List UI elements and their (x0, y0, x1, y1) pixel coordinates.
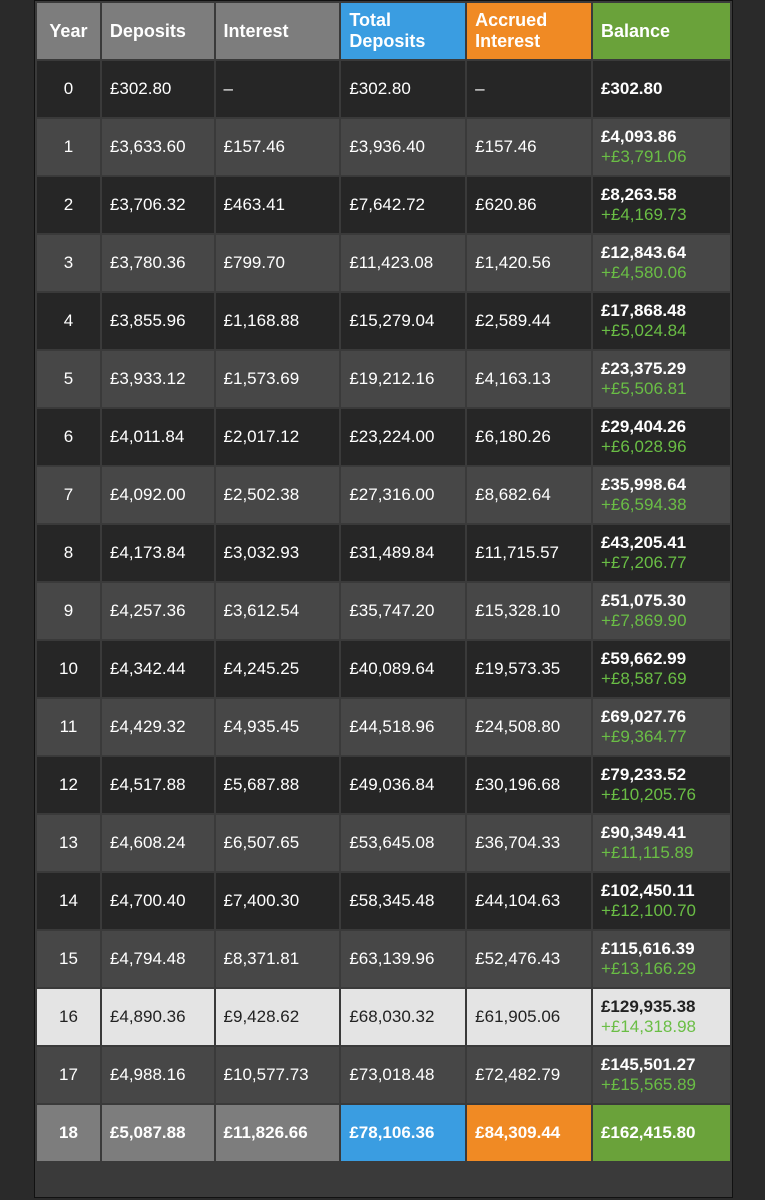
cell-deposits: £4,342.44 (102, 641, 214, 697)
cell-year: 8 (37, 525, 100, 581)
cell-total-deposits: £49,036.84 (341, 757, 465, 813)
cell-total-deposits: £11,423.08 (341, 235, 465, 291)
cell-balance (593, 641, 730, 697)
balance-change: +£15,565.89 (600, 1075, 696, 1094)
cell-interest: £799.70 (216, 235, 340, 291)
cell-accrued-interest: £19,573.35 (467, 641, 591, 697)
cell-interest: £10,577.73 (216, 1047, 340, 1103)
cell-interest: £463.41 (216, 177, 340, 233)
cell-accrued-interest: £8,682.64 (467, 467, 591, 523)
cell-accrued-interest: £4,163.13 (467, 351, 591, 407)
balance-change: +£8,587.69 (600, 669, 687, 688)
cell-total-deposits: £31,489.84 (341, 525, 465, 581)
total-deposits-cell: £5,087.88 (102, 1105, 214, 1161)
cell-total-deposits: £15,279.04 (341, 293, 465, 349)
header-total-deposits: Total Deposits (341, 3, 465, 59)
cell-balance (593, 293, 730, 349)
cell-balance (593, 757, 730, 813)
cell-deposits: £4,988.16 (102, 1047, 214, 1103)
cell-accrued-interest: £157.46 (467, 119, 591, 175)
table-row (37, 583, 730, 639)
cell-balance (593, 467, 730, 523)
cell-deposits: £3,780.36 (102, 235, 214, 291)
cell-accrued-interest: £11,715.57 (467, 525, 591, 581)
balance-amount: £115,616.39 (600, 939, 695, 958)
cell-deposits: £4,011.84 (102, 409, 214, 465)
cell-total-deposits: £35,747.20 (341, 583, 465, 639)
cell-interest: £7,400.30 (216, 873, 340, 929)
balance-amount: £12,843.64 (600, 243, 687, 262)
cell-balance (593, 873, 730, 929)
cell-year: 15 (37, 931, 100, 987)
cell-accrued-interest: £61,905.06 (467, 989, 591, 1045)
balance-amount: £23,375.29 (600, 359, 687, 378)
table-row (37, 119, 730, 175)
table-row (37, 757, 730, 813)
balance-amount: £4,093.86 (600, 127, 677, 146)
total-balance-cell: £162,415.80 (593, 1105, 730, 1161)
savings-growth-table (35, 1, 732, 1163)
cell-total-deposits: £40,089.64 (341, 641, 465, 697)
balance-change: +£12,100.70 (600, 901, 696, 920)
balance-change: +£13,166.29 (600, 959, 696, 978)
balance-amount: £145,501.27 (600, 1055, 696, 1074)
table-row (37, 1047, 730, 1103)
cell-total-deposits: £3,936.40 (341, 119, 465, 175)
cell-deposits: £3,933.12 (102, 351, 214, 407)
cell-total-deposits: £68,030.32 (341, 989, 465, 1045)
balance-change: +£11,115.89 (600, 843, 694, 862)
table-row (37, 931, 730, 987)
header-deposits: Deposits (102, 3, 214, 59)
cell-deposits: £4,890.36 (102, 989, 214, 1045)
cell-interest: £1,168.88 (216, 293, 340, 349)
header-year: Year (37, 3, 100, 59)
cell-year: 13 (37, 815, 100, 871)
cell-balance (593, 177, 730, 233)
cell-accrued-interest: £6,180.26 (467, 409, 591, 465)
cell-year: 2 (37, 177, 100, 233)
table-total-row (37, 1105, 730, 1161)
balance-amount: £35,998.64 (600, 475, 687, 494)
balance-amount: £29,404.26 (600, 417, 687, 436)
balance-change: +£4,169.73 (600, 205, 687, 224)
table-row (37, 525, 730, 581)
cell-total-deposits: £19,212.16 (341, 351, 465, 407)
cell-balance (593, 235, 730, 291)
cell-accrued-interest: £44,104.63 (467, 873, 591, 929)
cell-accrued-interest: £2,589.44 (467, 293, 591, 349)
cell-interest: £5,687.88 (216, 757, 340, 813)
cell-accrued-interest: £52,476.43 (467, 931, 591, 987)
cell-year: 6 (37, 409, 100, 465)
cell-total-deposits: £63,139.96 (341, 931, 465, 987)
cell-balance (593, 989, 730, 1045)
table-row (37, 467, 730, 523)
cell-accrued-interest: £15,328.10 (467, 583, 591, 639)
cell-deposits: £3,633.60 (102, 119, 214, 175)
balance-amount: £102,450.11 (600, 881, 695, 900)
total-total-deposits-cell: £78,106.36 (341, 1105, 465, 1161)
cell-balance (593, 525, 730, 581)
balance-amount: £51,075.30 (600, 591, 687, 610)
table-row (37, 177, 730, 233)
balance-change: +£5,506.81 (600, 379, 687, 398)
savings-table-container (34, 0, 733, 1198)
cell-accrued-interest: £24,508.80 (467, 699, 591, 755)
balance-amount: £79,233.52 (600, 765, 687, 784)
cell-interest: £8,371.81 (216, 931, 340, 987)
balance-change: +£7,206.77 (600, 553, 687, 572)
table-row (37, 699, 730, 755)
cell-total-deposits: £7,642.72 (341, 177, 465, 233)
cell-interest: £157.46 (216, 119, 340, 175)
cell-interest: £2,502.38 (216, 467, 340, 523)
cell-interest: £9,428.62 (216, 989, 340, 1045)
cell-accrued-interest: £30,196.68 (467, 757, 591, 813)
balance-change: +£7,869.90 (600, 611, 687, 630)
total-accrued-interest-cell: £84,309.44 (467, 1105, 591, 1161)
balance-amount: £69,027.76 (600, 707, 687, 726)
balance-change: +£6,028.96 (600, 437, 687, 456)
table-row (37, 351, 730, 407)
cell-year: 10 (37, 641, 100, 697)
cell-year: 4 (37, 293, 100, 349)
cell-deposits: £302.80 (102, 61, 214, 117)
cell-accrued-interest: – (467, 61, 591, 117)
cell-year: 5 (37, 351, 100, 407)
cell-accrued-interest: £620.86 (467, 177, 591, 233)
cell-deposits: £4,517.88 (102, 757, 214, 813)
balance-amount: £59,662.99 (600, 649, 687, 668)
cell-balance (593, 409, 730, 465)
cell-interest: £3,032.93 (216, 525, 340, 581)
cell-deposits: £4,700.40 (102, 873, 214, 929)
cell-deposits: £4,608.24 (102, 815, 214, 871)
balance-amount: £8,263.58 (600, 185, 677, 204)
cell-total-deposits: £23,224.00 (341, 409, 465, 465)
cell-total-deposits: £53,645.08 (341, 815, 465, 871)
total-interest-cell: £11,826.66 (216, 1105, 340, 1161)
balance-change: +£5,024.84 (600, 321, 687, 340)
cell-accrued-interest: £36,704.33 (467, 815, 591, 871)
balance-amount: £302.80 (600, 79, 663, 98)
cell-deposits: £4,092.00 (102, 467, 214, 523)
header-balance: Balance (593, 3, 730, 59)
balance-change: +£3,791.06 (600, 147, 687, 166)
cell-balance (593, 815, 730, 871)
cell-year: 17 (37, 1047, 100, 1103)
cell-year: 7 (37, 467, 100, 523)
table-row (37, 293, 730, 349)
cell-balance (593, 61, 730, 117)
cell-deposits: £4,794.48 (102, 931, 214, 987)
cell-deposits: £3,855.96 (102, 293, 214, 349)
table-header-row (37, 3, 730, 59)
total-year: 18 (37, 1105, 100, 1161)
balance-amount: £43,205.41 (600, 533, 687, 552)
balance-amount: £17,868.48 (600, 301, 687, 320)
cell-balance (593, 351, 730, 407)
cell-total-deposits: £302.80 (341, 61, 465, 117)
balance-change: +£6,594.38 (600, 495, 687, 514)
cell-year: 9 (37, 583, 100, 639)
cell-year: 1 (37, 119, 100, 175)
cell-total-deposits: £58,345.48 (341, 873, 465, 929)
cell-deposits: £4,429.32 (102, 699, 214, 755)
balance-change: +£9,364.77 (600, 727, 687, 746)
table-row (37, 641, 730, 697)
cell-interest: £3,612.54 (216, 583, 340, 639)
table-row (37, 815, 730, 871)
cell-interest: – (216, 61, 340, 117)
cell-year: 16 (37, 989, 100, 1045)
cell-deposits: £3,706.32 (102, 177, 214, 233)
cell-balance (593, 1047, 730, 1103)
balance-amount: £90,349.41 (600, 823, 687, 842)
balance-change: +£10,205.76 (600, 785, 696, 804)
cell-balance (593, 931, 730, 987)
cell-deposits: £4,173.84 (102, 525, 214, 581)
cell-total-deposits: £27,316.00 (341, 467, 465, 523)
cell-year: 12 (37, 757, 100, 813)
cell-interest: £6,507.65 (216, 815, 340, 871)
balance-amount: £129,935.38 (600, 997, 696, 1016)
cell-year: 3 (37, 235, 100, 291)
table-row (37, 989, 730, 1045)
cell-accrued-interest: £1,420.56 (467, 235, 591, 291)
cell-year: 0 (37, 61, 100, 117)
table-row (37, 873, 730, 929)
cell-deposits: £4,257.36 (102, 583, 214, 639)
balance-change: +£4,580.06 (600, 263, 687, 282)
cell-interest: £2,017.12 (216, 409, 340, 465)
cell-year: 11 (37, 699, 100, 755)
header-accrued-interest: Accrued Interest (467, 3, 591, 59)
cell-year: 14 (37, 873, 100, 929)
cell-total-deposits: £44,518.96 (341, 699, 465, 755)
table-row (37, 235, 730, 291)
cell-interest: £4,935.45 (216, 699, 340, 755)
cell-total-deposits: £73,018.48 (341, 1047, 465, 1103)
cell-interest: £1,573.69 (216, 351, 340, 407)
cell-balance (593, 119, 730, 175)
table-body (37, 61, 730, 1103)
table-row (37, 61, 730, 117)
balance-change: +£14,318.98 (600, 1017, 696, 1036)
cell-interest: £4,245.25 (216, 641, 340, 697)
table-row (37, 409, 730, 465)
cell-accrued-interest: £72,482.79 (467, 1047, 591, 1103)
header-interest: Interest (216, 3, 340, 59)
cell-balance (593, 583, 730, 639)
cell-balance (593, 699, 730, 755)
